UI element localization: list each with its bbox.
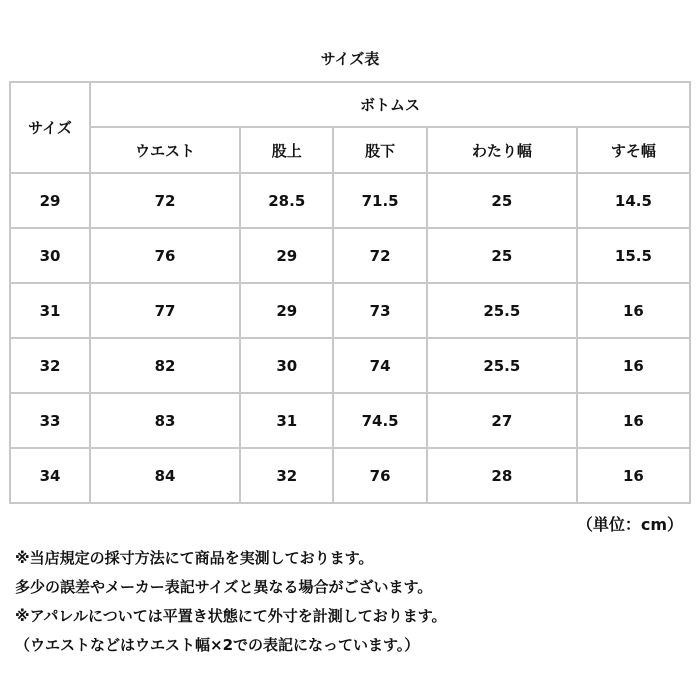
notes-section xyxy=(15,544,695,660)
column-header-thigh-width: わたり幅 xyxy=(428,128,576,172)
size-cell: 31 xyxy=(11,284,89,337)
table-row xyxy=(11,174,689,227)
table-cell: 28.5 xyxy=(241,174,332,227)
table-cell: 16 xyxy=(578,449,689,502)
table-cell: 25.5 xyxy=(428,339,576,392)
table-cell: 73 xyxy=(334,284,425,337)
note-line: ※アパレルについては平置き状態にて外寸を計測しております。 xyxy=(15,607,447,625)
table-cell: 72 xyxy=(91,174,239,227)
table-row xyxy=(11,339,689,392)
table-cell: 15.5 xyxy=(578,229,689,282)
size-column-header: サイズ xyxy=(11,83,89,172)
column-header-row xyxy=(11,128,689,172)
unit-label: （単位：cm） xyxy=(576,515,683,534)
note-line: 多少の誤差やメーカー表記サイズと異なる場合がございます。 xyxy=(15,578,433,596)
size-cell: 29 xyxy=(11,174,89,227)
size-cell: 30 xyxy=(11,229,89,282)
table-cell: 84 xyxy=(91,449,239,502)
table-cell: 74.5 xyxy=(334,394,425,447)
table-cell: 29 xyxy=(241,229,332,282)
table-cell: 16 xyxy=(578,394,689,447)
table-row xyxy=(11,449,689,502)
bottoms-group-header: ボトムス xyxy=(91,83,689,126)
size-cell: 32 xyxy=(11,339,89,392)
table-cell: 82 xyxy=(91,339,239,392)
table-cell: 16 xyxy=(578,339,689,392)
table-cell: 83 xyxy=(91,394,239,447)
table-cell: 25 xyxy=(428,174,576,227)
table-row xyxy=(11,394,689,447)
table-cell: 32 xyxy=(241,449,332,502)
table-cell: 28 xyxy=(428,449,576,502)
table-cell: 29 xyxy=(241,284,332,337)
column-header-hem-width: すそ幅 xyxy=(578,128,689,172)
column-header-inseam: 股下 xyxy=(334,128,425,172)
table-cell: 14.5 xyxy=(578,174,689,227)
size-cell: 33 xyxy=(11,394,89,447)
table-cell: 76 xyxy=(334,449,425,502)
table-row xyxy=(11,229,689,282)
note-line: ※当店規定の採寸方法にて商品を実測しております。 xyxy=(15,549,374,567)
table-cell: 25.5 xyxy=(428,284,576,337)
table-cell: 27 xyxy=(428,394,576,447)
size-table xyxy=(9,81,691,504)
table-cell: 16 xyxy=(578,284,689,337)
table-row xyxy=(11,284,689,337)
table-cell: 31 xyxy=(241,394,332,447)
table-cell: 77 xyxy=(91,284,239,337)
table-cell: 76 xyxy=(91,229,239,282)
note-line: （ウエストなどはウエスト幅×2での表記になっています。） xyxy=(15,636,420,654)
size-cell: 34 xyxy=(11,449,89,502)
header-row xyxy=(11,83,689,126)
table-cell: 72 xyxy=(334,229,425,282)
table-cell: 25 xyxy=(428,229,576,282)
table-cell: 74 xyxy=(334,339,425,392)
column-header-waist: ウエスト xyxy=(91,128,239,172)
column-header-rise: 股上 xyxy=(241,128,332,172)
table-cell: 71.5 xyxy=(334,174,425,227)
table-cell: 30 xyxy=(241,339,332,392)
page-title: サイズ表 xyxy=(320,50,380,68)
